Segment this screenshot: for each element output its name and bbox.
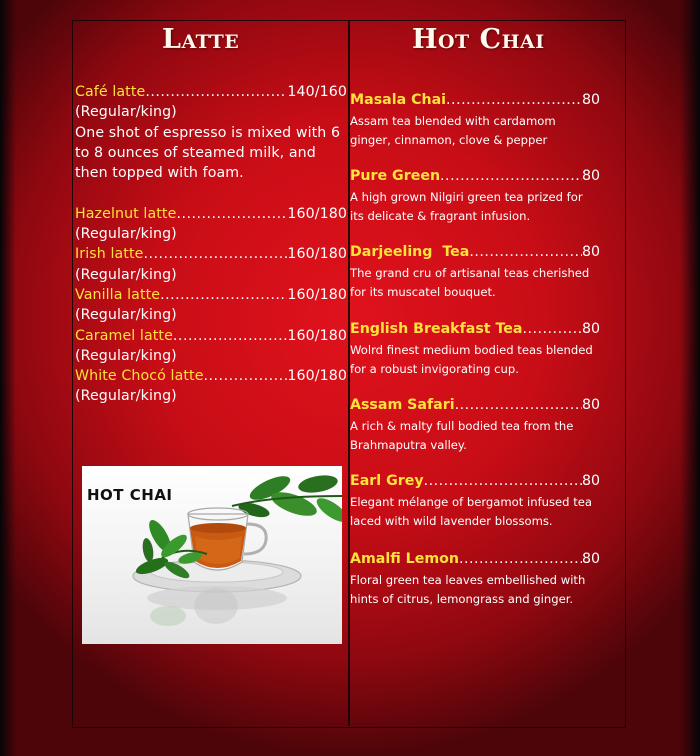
chai-item-name: Masala Chai <box>350 92 447 108</box>
photo-label: HOT CHAI <box>87 486 173 504</box>
chai-item <box>350 242 600 319</box>
latte-item-size: (Regular/king) <box>75 347 177 364</box>
latte-item-price: 160/180 <box>287 246 347 263</box>
latte-list <box>75 82 347 407</box>
chai-item <box>350 166 600 242</box>
chai-item <box>350 395 600 471</box>
hot-chai-title: Hot Chai <box>412 24 545 55</box>
latte-item-name: Hazelnut latte <box>75 205 177 222</box>
chai-item <box>350 319 600 395</box>
chai-item-price: 80 <box>581 397 600 413</box>
chai-item-description: The grand cru of artisanal teas cherished for its muscatel bouquet. <box>350 266 590 299</box>
chai-item-name: Earl Grey <box>350 473 424 489</box>
latte-item-size: (Regular/king) <box>75 104 177 121</box>
chai-item <box>350 471 600 549</box>
chai-item <box>350 90 600 166</box>
latte-item-size: (Regular/king) <box>75 307 177 324</box>
latte-item-name: Caramel latte <box>75 327 173 344</box>
chai-item-price: 80 <box>581 244 600 260</box>
chai-item-price: 80 <box>581 321 600 337</box>
latte-item <box>75 285 347 326</box>
latte-item-price: 160/180 <box>287 286 347 303</box>
latte-item-price: 160/180 <box>287 205 347 222</box>
chai-item <box>350 549 600 609</box>
latte-item-size: (Regular/king) <box>75 226 177 243</box>
chai-item-price: 80 <box>581 473 600 489</box>
latte-item-size: (Regular/king) <box>75 266 177 283</box>
latte-item-name: Vanilla latte <box>75 286 161 303</box>
latte-title: Latte <box>162 24 240 55</box>
chai-item-price: 80 <box>581 168 600 184</box>
latte-item-name: White Chocó latte <box>75 368 204 385</box>
hot-chai-photo <box>82 466 342 644</box>
right-vignette <box>680 0 700 756</box>
chai-item-name: Pure Green <box>350 168 441 184</box>
chai-item-name: Amalfi Lemon <box>350 551 459 567</box>
latte-item <box>75 244 347 285</box>
chai-item-description: Assam tea blended with cardamom ginger, cinnamon, clove & pepper <box>350 114 556 147</box>
latte-item-price: 160/180 <box>287 368 347 385</box>
chai-item-price: 80 <box>581 551 600 567</box>
chai-item-description: Elegant mélange of bergamot infused tea laced with wild lavender blossoms. <box>350 495 592 528</box>
latte-item-name: Irish latte <box>75 246 144 263</box>
latte-item-description: One shot of espresso is mixed with 6 to 8 ounces of steamed milk, and then topped with foam. <box>75 124 341 182</box>
hot-chai-list <box>350 90 600 609</box>
latte-item <box>75 204 347 245</box>
latte-item-size: (Regular/king) <box>75 388 177 405</box>
chai-item-name: Assam Safari <box>350 397 455 413</box>
chai-item-description: A rich & malty full bodied tea from the Brahmaputra valley. <box>350 419 574 452</box>
latte-item-price: 140/160 <box>287 84 347 100</box>
chai-item-name: English Breakfast Tea <box>350 321 523 337</box>
latte-item-price: 160/180 <box>287 327 347 344</box>
chai-item-description: Floral green tea leaves embellished with hints of citrus, lemongrass and ginger. <box>350 573 586 606</box>
left-vignette <box>0 0 16 756</box>
latte-item <box>75 326 347 367</box>
latte-item <box>75 366 347 407</box>
mint-leaves-icon <box>232 471 342 526</box>
chai-item-price: 80 <box>581 92 600 108</box>
latte-item-name: Café latte <box>75 84 146 100</box>
chai-item-description: A high grown Nilgiri green tea prized for its delicate & fragrant infusion. <box>350 190 583 223</box>
chai-item-description: Wolrd finest medium bodied teas blended for a robust invigorating cup. <box>350 343 593 376</box>
chai-item-name: Darjeeling Tea <box>350 244 470 260</box>
latte-item <box>75 82 347 183</box>
